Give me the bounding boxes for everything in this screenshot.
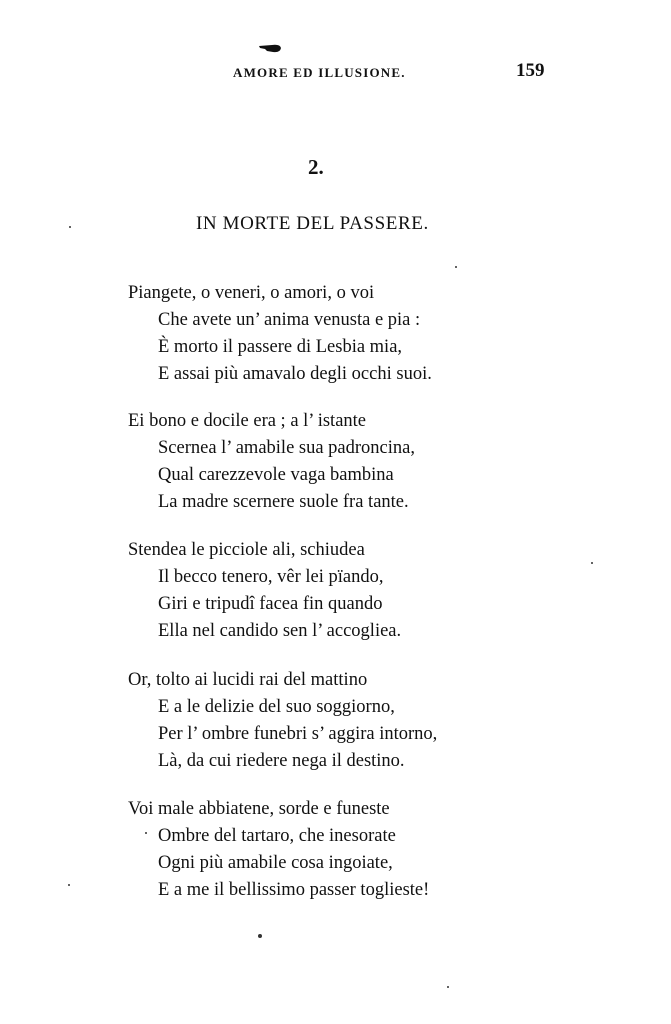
verse-line: Là, da cui riedere nega il destino. bbox=[158, 751, 405, 771]
verse-line: Qual carezzevole vaga bambina bbox=[158, 465, 394, 485]
section-number: 2. bbox=[308, 155, 324, 179]
page-number: 159 bbox=[516, 60, 545, 81]
verse-line: Giri e tripudî facea fin quando bbox=[158, 594, 383, 614]
verse-line: È morto il passere di Lesbia mia, bbox=[158, 337, 403, 357]
stanza-2 bbox=[128, 408, 508, 516]
verse-line: Ogni più amabile cosa ingoiate, bbox=[158, 853, 393, 873]
verse-line: E a le delizie del suo soggiorno, bbox=[158, 697, 395, 717]
verse-line: Ei bono e docile era ; a l’ istante bbox=[128, 411, 367, 431]
verse-line: E a me il bellissimo passer toglieste! bbox=[158, 880, 430, 900]
verse-line: Or, tolto ai lucidi rai del mattino bbox=[128, 670, 368, 690]
ink-speck bbox=[145, 832, 147, 834]
verse-line: La madre scernere suole fra tante. bbox=[158, 492, 409, 512]
verse-line: Voi male abbiatene, sorde e funeste bbox=[128, 799, 390, 819]
verse-line: Per l’ ombre funebri s’ aggira intorno, bbox=[158, 724, 438, 744]
verse-line: Stendea le picciole ali, schiudea bbox=[128, 540, 365, 560]
verse-line: Il becco tenero, vêr lei pïando, bbox=[158, 567, 384, 587]
stanza-4 bbox=[128, 667, 508, 775]
stanza-1 bbox=[128, 280, 508, 388]
ink-blot-mark bbox=[258, 42, 282, 54]
ink-speck bbox=[591, 562, 593, 564]
ink-speck bbox=[68, 884, 70, 886]
poem-title: IN MORTE DEL PASSERE. bbox=[196, 213, 429, 234]
verse-line: Piangete, o veneri, o amori, o voi bbox=[128, 283, 375, 303]
stanza-3 bbox=[128, 537, 508, 645]
verse-line: E assai più amavalo degli occhi suoi. bbox=[158, 364, 432, 384]
verse-line: Ella nel candido sen l’ accogliea. bbox=[158, 621, 402, 641]
ink-speck bbox=[455, 266, 457, 268]
ink-speck bbox=[69, 226, 71, 228]
stanza-5 bbox=[128, 796, 508, 904]
ink-speck bbox=[447, 986, 449, 988]
verse-line: Che avete un’ anima venusta e pia : bbox=[158, 310, 421, 330]
verse-line: Scernea l’ amabile sua padroncina, bbox=[158, 438, 415, 458]
running-header-title: AMORE ED ILLUSIONE. bbox=[233, 65, 406, 80]
ink-speck bbox=[258, 934, 262, 938]
verse-line: Ombre del tartaro, che inesorate bbox=[158, 826, 396, 846]
